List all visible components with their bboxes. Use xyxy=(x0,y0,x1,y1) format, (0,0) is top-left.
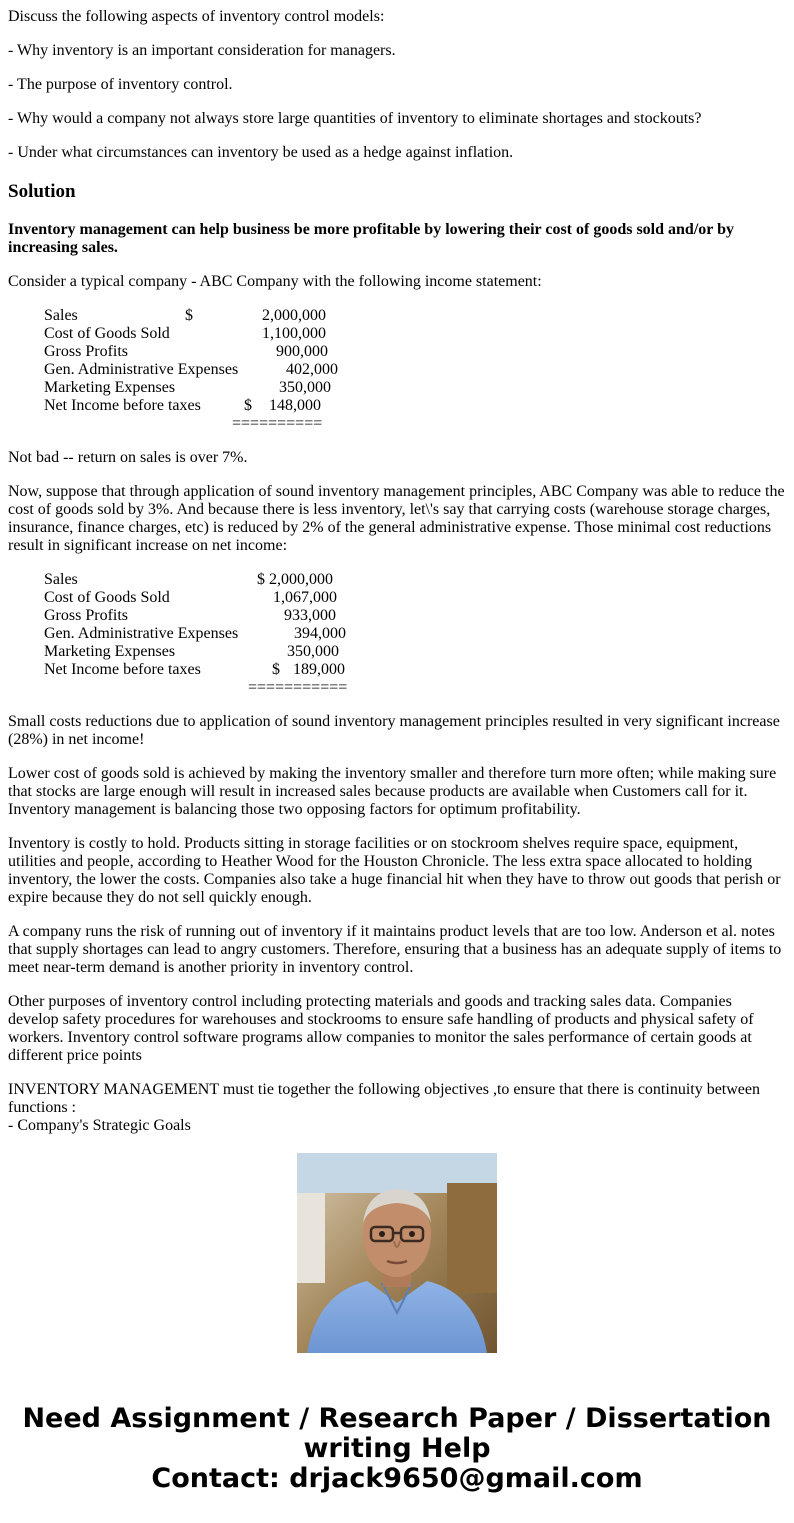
solution-heading: Solution xyxy=(8,181,76,202)
avatar-photo xyxy=(297,1153,497,1353)
statement-row xyxy=(44,625,444,643)
inventory-management-text: INVENTORY MANAGEMENT must tie together the following objectives ,to ensure that there is continuity between functions : xyxy=(8,1081,761,1116)
row-amount: 900,000 xyxy=(276,343,328,360)
statement-row xyxy=(44,397,444,415)
question-item: - The purpose of inventory control. xyxy=(8,76,233,93)
row-label: Net Income before taxes xyxy=(44,397,201,414)
question-intro: Discuss the following aspects of inventory control models: xyxy=(8,8,385,25)
other-purposes-text: Other purposes of inventory control including protecting materials and goods and tracking sales data. Companies develop safety procedures for warehouses and stockrooms to ensure safe handling of products and physical safety of workers. Inventory control software programs allow companies to monitor the sales performance of certain goods at different price points xyxy=(8,993,754,1064)
row-amount: 2,000,000 xyxy=(262,307,326,324)
row-label: Gen. Administrative Expenses xyxy=(44,361,239,378)
statement-row xyxy=(44,571,444,589)
statement-rule xyxy=(44,679,444,697)
cta-line-1: Need Assignment / Research Paper / Dissertation xyxy=(22,1403,772,1434)
rule-line: ========== xyxy=(232,415,323,432)
row-label: Cost of Goods Sold xyxy=(44,589,170,606)
row-amount: 148,000 xyxy=(269,397,321,414)
costly-text: Inventory is costly to hold. Products sitting in storage facilities or on stockroom shelves require space, equipment, utilities and people, according to Heather Wood for the Houston Chronicle. The less extra space allocated to holding inventory, the lower the costs. Companies also take a huge financial hit when they have to throw out goods that perish or expire because they do not sell quickly enough. xyxy=(8,835,781,906)
question-item: - Why would a company not always store large quantities of inventory to eliminate shortages and stockouts? xyxy=(8,110,702,127)
row-label: Marketing Expenses xyxy=(44,643,176,660)
bullet-cut-text: - Company's Strategic Goals xyxy=(8,1117,191,1134)
statement-row xyxy=(44,589,444,607)
row-amount: 933,000 xyxy=(284,607,336,624)
question-item: - Under what circumstances can inventory be used as a hedge against inflation. xyxy=(8,144,514,161)
now-suppose-text: Now, suppose that through application of sound inventory management principles, ABC Company was able to reduce the cost of goods sold by 3%. And because there is less inventory, let\'s say that carrying costs (warehouse storage charges, insurance, finance charges, etc) is reduced by 2% of the general administrative expense. Those minimal cost reductions result in significant increase on net income: xyxy=(8,483,785,554)
row-amount: $ 2,000,000 xyxy=(257,571,333,588)
row-amount: 189,000 xyxy=(293,661,345,678)
statement-row xyxy=(44,361,444,379)
statement-row xyxy=(44,643,444,661)
row-label: Gen. Administrative Expenses xyxy=(44,625,239,642)
statement-row xyxy=(44,307,444,325)
row-label: Net Income before taxes xyxy=(44,661,201,678)
not-bad-text: Not bad -- return on sales is over 7%. xyxy=(8,449,248,466)
document-body xyxy=(8,0,786,1134)
cta-line-3: Contact: drjack9650@gmail.com xyxy=(151,1463,643,1494)
contact-banner xyxy=(0,1404,794,1494)
lower-cost-text: Lower cost of goods sold is achieved by making the inventory smaller and therefore turn more often; while making sure that stocks are large enough will result in increased sales because products are available when Customers call for it. Inventory management is balancing those two opposing factors for optimum profitability. xyxy=(8,765,777,818)
statement-row xyxy=(44,343,444,361)
promo-section xyxy=(0,1123,794,1523)
statement-row xyxy=(44,607,444,625)
statement-row xyxy=(44,325,444,343)
row-label: Gross Profits xyxy=(44,343,129,360)
rule-line: =========== xyxy=(248,679,348,696)
statement-row xyxy=(44,661,444,679)
row-amount: 350,000 xyxy=(287,643,339,660)
row-label: Sales xyxy=(44,571,78,588)
row-currency: $ xyxy=(272,661,280,678)
consider-text: Consider a typical company - ABC Company with the following income statement: xyxy=(8,273,542,290)
row-amount: 350,000 xyxy=(279,379,331,396)
small-costs-text: Small costs reductions due to application of sound inventory management principles resulted in very significant increase (28%) in net income! xyxy=(8,713,780,748)
row-label: Gross Profits xyxy=(44,607,129,624)
avatar xyxy=(297,1153,497,1353)
row-label: Marketing Expenses xyxy=(44,379,176,396)
row-label: Cost of Goods Sold xyxy=(44,325,170,342)
risk-text: A company runs the risk of running out of inventory if it maintains product levels that are too low. Anderson et al. notes that supply shortages can lead to angry customers. Therefore, ensuring that a business has an adequate supply of items to meet near-term demand is another priority in inventory control. xyxy=(8,923,782,976)
statement-row xyxy=(44,379,444,397)
row-amount: 394,000 xyxy=(294,625,346,642)
row-amount: 1,067,000 xyxy=(273,589,337,606)
question-item: - Why inventory is an important consideration for managers. xyxy=(8,42,396,59)
statement-rule xyxy=(44,415,444,433)
row-amount: 1,100,000 xyxy=(262,325,326,342)
row-currency: $ xyxy=(244,397,252,414)
row-amount: 402,000 xyxy=(286,361,338,378)
row-currency: $ xyxy=(185,307,193,324)
cta-line-2: writing Help xyxy=(303,1433,491,1464)
row-label: Sales xyxy=(44,307,78,324)
solution-lead: Inventory management can help business be more profitable by lowering their cost of goods sold and/or by increasing sales. xyxy=(8,221,734,256)
